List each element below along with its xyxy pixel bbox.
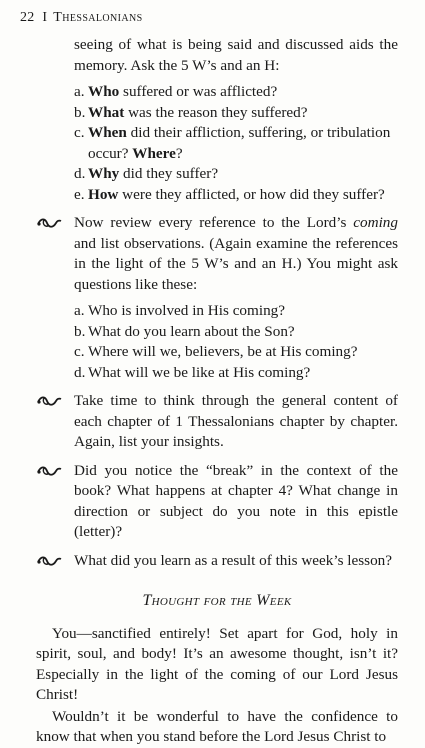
five-w-list — [74, 82, 398, 205]
section-heading: Thought for the Week — [142, 592, 292, 609]
body-paragraph: Wouldn’t it be wonderful to have the confidence to know that when you stand before the Lord Jesus Christ to — [36, 707, 398, 745]
fleuron-icon — [36, 553, 62, 569]
fleuron-icon — [36, 463, 62, 479]
bullet-text: Now review every reference to the Lord’s coming and list observations. (Again examine the references in the light of the 5 W’s and an H.) You might ask questions like these: — [74, 214, 398, 293]
fleuron-icon — [36, 215, 62, 231]
list-item: c. When did their affliction, suffering, or tribulation occur? Where? — [74, 124, 391, 162]
list-item: d. What will we be like at His coming? — [74, 363, 311, 381]
header-book-title: Thessalonians — [53, 10, 143, 25]
list-item: b. What do you learn about the Son? — [74, 322, 295, 340]
body-paragraph: You—sanctified entirely! Set apart for God, holy in spirit, soul, and body! It’s an awesome thought, isn’t it? Especially in the light of the coming of our Lord Jesus Christ! — [36, 624, 398, 703]
list-item: b. What was the reason they suffered? — [74, 103, 308, 121]
bullet-lesson-learned — [36, 551, 398, 572]
page-content — [36, 35, 398, 748]
bullet-text: Take time to think through the general content of each chapter of 1 Thessalonians chapter by chapter. Again, list your insights. — [74, 392, 398, 450]
list-item: e. How were they afflicted, or how did they suffer? — [74, 185, 385, 203]
running-header — [20, 8, 143, 29]
bullet-text: What did you learn as a result of this week’s lesson? — [74, 551, 393, 569]
header-volume: I — [42, 10, 48, 25]
bullet-review-coming — [36, 213, 398, 295]
list-item: a. Who suffered or was afflicted? — [74, 83, 278, 100]
bullet-break-in-context — [36, 461, 398, 543]
list-item: a. Who is involved in His coming? — [74, 302, 285, 319]
bullet-text: Did you notice the “break” in the context of the book? What happens at chapter 4? What change in direction or subject do you note in this epistle (letter)? — [74, 461, 398, 540]
fleuron-icon — [36, 393, 62, 409]
list-item: d. Why did they suffer? — [74, 165, 219, 182]
page-number: 22 — [20, 10, 35, 25]
coming-questions-list — [74, 301, 398, 383]
intro-paragraph: seeing of what is being said and discussed aids the memory. Ask the 5 W’s and an H: — [74, 36, 398, 74]
bullet-chapter-content — [36, 391, 398, 453]
list-item: c. Where will we, believers, be at His coming? — [74, 343, 358, 360]
